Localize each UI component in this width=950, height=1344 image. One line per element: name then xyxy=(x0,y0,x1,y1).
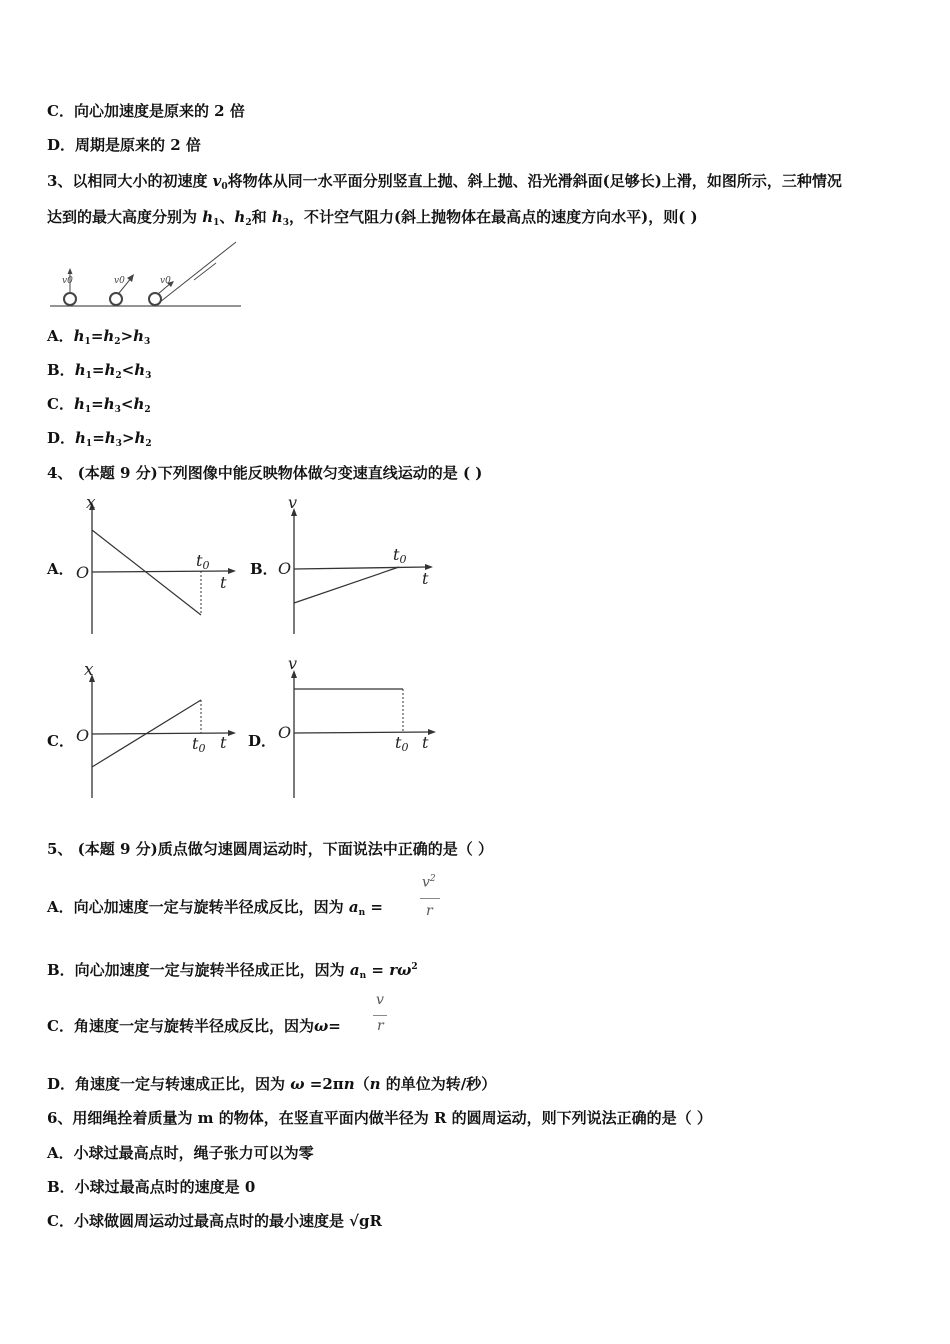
q3-option-b: B．$h_1=h_2<h_3$ xyxy=(47,361,152,381)
q4-graph-d-xaxis: t xyxy=(422,733,429,752)
q4-graph-d-yaxis: v xyxy=(288,656,298,673)
q5-option-c-numerator: v xyxy=(376,992,384,1008)
q4-graph-c-yaxis: x xyxy=(84,660,94,680)
q3-figure-label-3: v0 xyxy=(160,276,171,286)
q4-graph-d-letter: D． xyxy=(248,732,277,750)
q4-graph-b-letter: B． xyxy=(250,560,278,578)
q4-graph-a-letter: A． xyxy=(47,560,74,578)
q2-option-d: D．周期是原来的 2 倍 xyxy=(47,136,201,154)
q5-stem: 5、 (本题 9 分)质点做匀速圆周运动时，下面说法中正确的是（ ） xyxy=(47,840,493,858)
q3-option-d: D．$h_1=h_3>h_2$ xyxy=(47,429,152,449)
q2-option-c: C．向心加速度是原来的 2 倍 xyxy=(47,102,245,120)
q5-option-a-fraction-bar xyxy=(420,898,440,899)
q4-graph-d-origin: O xyxy=(278,723,292,742)
q4-graph-c-xaxis: t xyxy=(220,733,227,752)
q5-option-a-numerator: $v^2$ xyxy=(422,874,436,891)
q5-option-a: A．向心加速度一定与旋转半径成反比，因为 $a_n$ = xyxy=(47,898,383,918)
q4-graph-d xyxy=(272,656,442,801)
q4-stem: 4、 (本题 9 分)下列图像中能反映物体做匀变速直线运动的是 ( ) xyxy=(47,464,483,482)
q6-option-c: C．小球做圆周运动过最高点时的最小速度是 √gR xyxy=(47,1212,382,1230)
q4-graph-c xyxy=(70,656,240,801)
q3-figure-label-2: v0 xyxy=(114,276,125,286)
q4-graph-b xyxy=(272,492,442,637)
q6-option-b: B．小球过最高点时的速度是 0 xyxy=(47,1178,256,1196)
q3-stem-line1: 3、以相同大小的初速度 $v_0$将物体从同一水平面分别竖直上抛、斜上抛、沿光滑斜面(足够长)上滑，如图所示，三种情况 xyxy=(47,172,842,192)
q4-graph-c-origin: O xyxy=(76,726,90,745)
q3-figure-label-1: v0 xyxy=(62,276,73,286)
q5-option-d: D．角速度一定与转速成正比，因为 ω =2πn（n 的单位为转/秒） xyxy=(47,1075,497,1093)
q3-figure-projectiles xyxy=(48,240,243,312)
q4-graph-b-origin: O xyxy=(278,559,292,578)
q4-graph-a-t0: t0 xyxy=(196,551,210,572)
q5-option-b: B．向心加速度一定与旋转半径成正比，因为 $a_n = r\omega^2$ xyxy=(47,961,418,981)
q4-graph-b-xaxis: t xyxy=(422,569,429,588)
q3-stem-line2: 达到的最大高度分别为 $h_1$、$h_2$和 $h_3$，不计空气阻力(斜上抛物体在最高点的速度方向水平)，则( ) xyxy=(47,208,698,228)
q4-graph-d-t0: t0 xyxy=(395,733,409,754)
q5-option-c-fraction-bar xyxy=(373,1015,387,1016)
q5-option-c-denominator: r xyxy=(377,1018,384,1034)
q4-graph-a-xaxis: t xyxy=(220,573,227,592)
q4-graph-a xyxy=(70,492,240,637)
q4-graph-a-yaxis: x xyxy=(86,493,96,513)
q3-option-a: A．$h_1=h_2>h_3$ xyxy=(47,327,151,347)
q4-graph-a-origin: O xyxy=(76,563,90,582)
q6-option-a: A．小球过最高点时，绳子张力可以为零 xyxy=(47,1144,314,1162)
q5-option-a-denominator: r xyxy=(426,903,433,919)
q6-stem: 6、用细绳拴着质量为 m 的物体，在竖直平面内做半径为 R 的圆周运动，则下列说法正确的是（ ） xyxy=(47,1109,712,1127)
q4-graph-c-t0: t0 xyxy=(192,734,206,755)
q5-option-c: C．角速度一定与旋转半径成反比，因为ω= xyxy=(47,1017,341,1035)
q4-graph-b-t0: t0 xyxy=(393,545,407,566)
q4-graph-b-yaxis: v xyxy=(288,493,298,512)
q3-option-c: C．$h_1=h_3<h_2$ xyxy=(47,395,151,415)
q4-graph-c-letter: C． xyxy=(47,732,74,750)
